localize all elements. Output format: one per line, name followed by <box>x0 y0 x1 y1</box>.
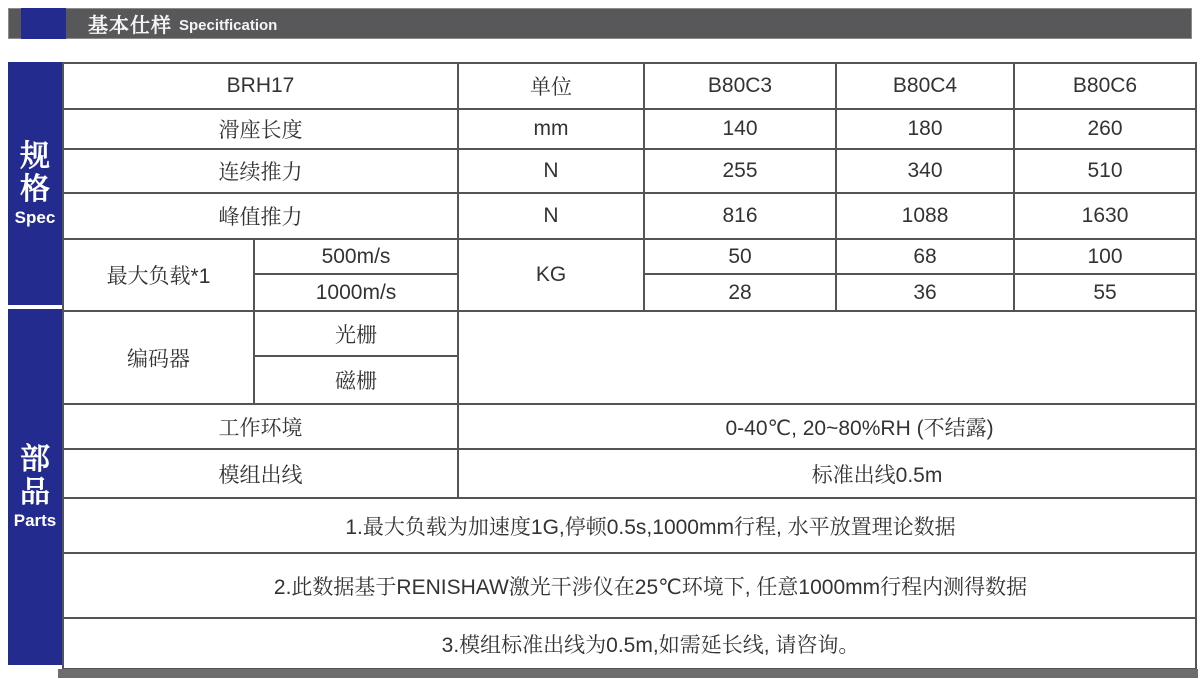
value-cell: 260 <box>1014 109 1196 149</box>
sub-row-label-cell: 1000m/s <box>254 274 458 311</box>
note-cell: 2.此数据基于RENISHAW激光干涉仪在25℃环境下, 任意1000mm行程内测得数据 <box>63 553 1196 618</box>
value-cell: 180 <box>836 109 1014 149</box>
value-cell: 28 <box>644 274 836 311</box>
table-row-cable <box>63 449 1196 498</box>
row-label-cell: 峰值推力 <box>63 193 458 239</box>
value-cell: 816 <box>644 193 836 239</box>
spec-table <box>62 62 1197 670</box>
table-row-encoder <box>63 311 1196 356</box>
value-cell: 140 <box>644 109 836 149</box>
sidebar-spec-label-zh: 规格 <box>20 139 50 206</box>
note-cell: 3.模组标准出线为0.5m,如需延长线, 请咨询。 <box>63 618 1196 669</box>
unit-cell: KG <box>458 239 644 311</box>
unit-header-cell: 单位 <box>458 63 644 109</box>
section-title-en: Specitfication <box>179 16 278 34</box>
sidebar-parts <box>8 309 62 665</box>
table-row <box>63 193 1196 239</box>
cable-value-cell: 标准出线0.5m <box>458 449 1196 498</box>
sidebar-spec <box>8 62 62 305</box>
encoder-empty-cell <box>458 311 1196 404</box>
sub-row-label-cell: 500m/s <box>254 239 458 274</box>
table-row-environment <box>63 404 1196 449</box>
sidebar-spec-label-en: Spec <box>14 207 56 227</box>
value-cell: 50 <box>644 239 836 274</box>
note-row <box>63 498 1196 553</box>
value-cell: 255 <box>644 149 836 193</box>
table-row-max-load <box>63 239 1196 274</box>
environment-value-cell: 0-40℃, 20~80%RH (不结露) <box>458 404 1196 449</box>
table-row <box>63 149 1196 193</box>
section-title <box>88 8 277 39</box>
unit-cell: mm <box>458 109 644 149</box>
section-title-zh: 基本仕样 <box>88 15 172 37</box>
row-label-cell: 工作环境 <box>63 404 458 449</box>
column-header-cell: B80C4 <box>836 63 1014 109</box>
note-row <box>63 618 1196 669</box>
column-header-cell: B80C3 <box>644 63 836 109</box>
value-cell: 340 <box>836 149 1014 193</box>
value-cell: 36 <box>836 274 1014 311</box>
sidebar-parts-label-en: Parts <box>13 511 57 530</box>
encoder-label-cell: 编码器 <box>63 311 254 404</box>
column-header-cell: B80C6 <box>1014 63 1196 109</box>
bottom-divider-bar <box>58 669 1198 678</box>
sidebar-parts-label-zh: 部品 <box>20 443 50 509</box>
max-load-label-cell: 最大负载*1 <box>63 239 254 311</box>
blue-accent-square <box>21 8 66 39</box>
unit-cell: N <box>458 149 644 193</box>
row-label-cell: 滑座长度 <box>63 109 458 149</box>
row-label-cell: 模组出线 <box>63 449 458 498</box>
sub-row-label-cell: 光栅 <box>254 311 458 356</box>
note-cell: 1.最大负载为加速度1G,停顿0.5s,1000mm行程, 水平放置理论数据 <box>63 498 1196 553</box>
value-cell: 1088 <box>836 193 1014 239</box>
table-header-row <box>63 63 1196 109</box>
sub-row-label-cell: 磁栅 <box>254 356 458 404</box>
row-label-cell: 连续推力 <box>63 149 458 193</box>
value-cell: 510 <box>1014 149 1196 193</box>
unit-cell: N <box>458 193 644 239</box>
value-cell: 68 <box>836 239 1014 274</box>
value-cell: 100 <box>1014 239 1196 274</box>
model-header-cell: BRH17 <box>63 63 458 109</box>
note-row <box>63 553 1196 618</box>
table-row <box>63 109 1196 149</box>
value-cell: 55 <box>1014 274 1196 311</box>
value-cell: 1630 <box>1014 193 1196 239</box>
